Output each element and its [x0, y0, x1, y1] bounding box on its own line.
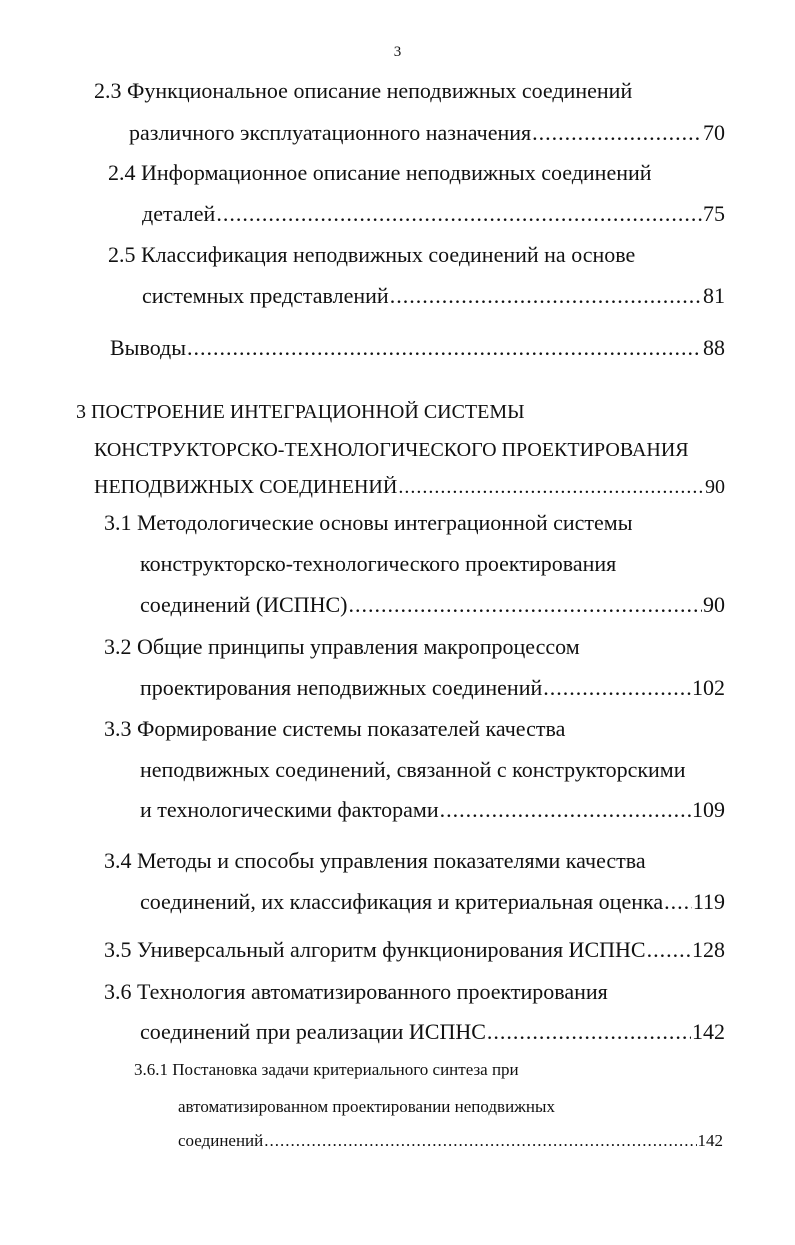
toc-leader-dots: [187, 335, 702, 361]
toc-2-4-page: 75: [703, 201, 725, 226]
toc-ch3-entry: [94, 474, 725, 500]
toc-2-3-page: 70: [703, 120, 725, 145]
toc-2-5-title: 2.5 Классификация неподвижных соединений на основе: [108, 242, 636, 267]
toc-3-2-entry: [140, 675, 725, 701]
toc-3-1-title: 3.1 Методологические основы интеграционной системы: [104, 510, 633, 535]
toc-2-3-text: различного эксплуатационного назначения: [129, 120, 532, 145]
toc-2-3-entry: [129, 120, 725, 146]
toc-leader-dots: [390, 283, 702, 309]
toc-ch3-page: 90: [705, 476, 725, 498]
toc-leader-dots: [664, 889, 692, 915]
toc-leader-dots: [264, 1130, 696, 1152]
toc-3-5-page: 128: [692, 937, 725, 962]
toc-2-4-title: 2.4 Информационное описание неподвижных соединений: [108, 160, 652, 185]
toc-ch3-title-line1: 3 ПОСТРОЕНИЕ ИНТЕГРАЦИОННОЙ СИСТЕМЫ: [76, 401, 525, 423]
toc-conclusions-page: 88: [703, 335, 725, 360]
toc-3-6-1-page: 142: [697, 1131, 723, 1150]
toc-2-5-page: 81: [703, 283, 725, 308]
toc-conclusions-text: Выводы: [110, 335, 187, 360]
toc-2-5-entry: [142, 283, 725, 309]
toc-3-5-entry: [104, 937, 725, 963]
toc-leader-dots: [543, 675, 691, 701]
toc-ch3-text: НЕПОДВИЖНЫХ СОЕДИНЕНИЙ: [94, 476, 398, 498]
toc-3-5-text: 3.5 Универсальный алгоритм функционирования ИСПНС: [104, 937, 646, 962]
toc-3-6-1-line2: автоматизированном проектировании неподвижных: [178, 1097, 555, 1116]
toc-2-4-entry: [142, 201, 725, 227]
toc-3-3-entry: [140, 797, 725, 823]
toc-3-2-text: проектирования неподвижных соединений: [140, 675, 543, 700]
toc-leader-dots: [647, 937, 691, 963]
toc-3-6-page: 142: [692, 1019, 725, 1044]
toc-leader-dots: [216, 201, 702, 227]
toc-3-6-1-title: 3.6.1 Постановка задачи критериального синтеза при: [134, 1060, 519, 1079]
page-number: 3: [393, 44, 402, 60]
toc-3-3-title: 3.3 Формирование системы показателей качества: [104, 716, 566, 741]
toc-3-4-title: 3.4 Методы и способы управления показателями качества: [104, 848, 646, 873]
toc-leader-dots: [440, 797, 691, 823]
toc-leader-dots: [349, 592, 703, 618]
toc-3-6-text: соединений при реализации ИСПНС: [140, 1019, 486, 1044]
toc-3-3-text: и технологическими факторами: [140, 797, 439, 822]
toc-3-3-page: 109: [692, 797, 725, 822]
toc-3-6-1-entry: [178, 1130, 723, 1152]
toc-3-1-text: соединений (ИСПНС): [140, 592, 348, 617]
toc-3-4-entry: [140, 889, 725, 915]
toc-3-6-1-text: соединений: [178, 1131, 264, 1150]
toc-3-4-page: 119: [692, 889, 725, 914]
toc-leader-dots: [487, 1019, 691, 1045]
toc-leader-dots: [398, 474, 704, 500]
toc-3-6-title: 3.6 Технология автоматизированного проектирования: [104, 979, 608, 1004]
toc-leader-dots: [532, 120, 702, 146]
toc-conclusions-entry: [110, 335, 725, 361]
toc-3-2-title: 3.2 Общие принципы управления макропроцессом: [104, 634, 580, 659]
toc-2-5-text: системных представлений: [142, 283, 389, 308]
toc-3-3-line2: неподвижных соединений, связанной с конструкторскими: [140, 757, 686, 782]
toc-2-3-title: 2.3 Функциональное описание неподвижных соединений: [94, 78, 633, 103]
toc-3-6-entry: [140, 1019, 725, 1045]
toc-3-1-page: 90: [703, 592, 725, 617]
toc-ch3-title-line2: КОНСТРУКТОРСКО-ТЕХНОЛОГИЧЕСКОГО ПРОЕКТИРОВАНИЯ: [94, 439, 689, 461]
toc-3-4-text: соединений, их классификация и критериальная оценка: [140, 889, 664, 914]
toc-3-1-line2: конструкторско-технологического проектирования: [140, 551, 617, 576]
toc-3-2-page: 102: [692, 675, 725, 700]
toc-3-1-entry: [140, 592, 725, 618]
toc-2-4-text: деталей: [142, 201, 216, 226]
